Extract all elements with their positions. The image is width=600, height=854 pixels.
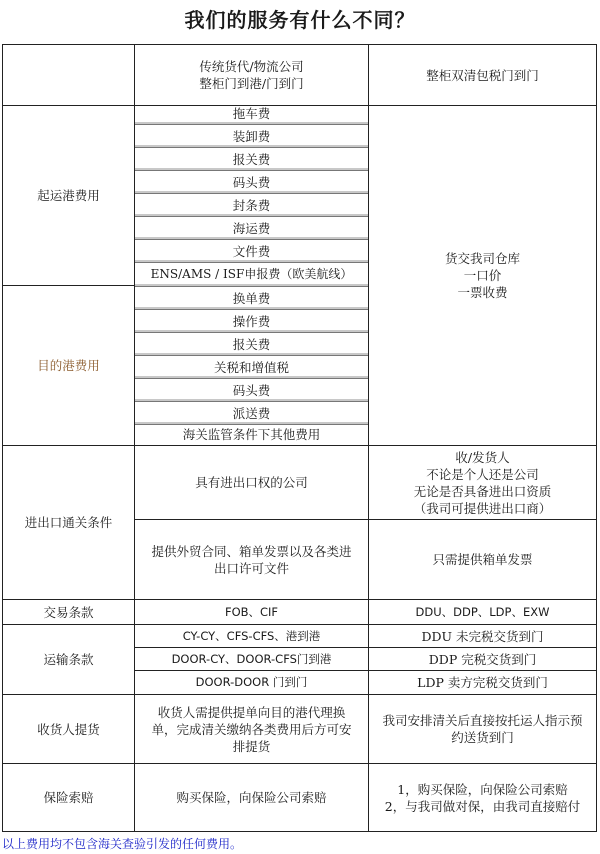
transport-ours-row: LDP 卖方完税交货到门	[417, 675, 548, 690]
transport-traditional-row: DOOR-DOOR 门到门	[195, 675, 308, 689]
pickup-ours: 我司安排清关后直接按托运人指示预 约送货到门	[382, 713, 583, 745]
insurance-traditional: 购买保险，向保险公司索赔	[176, 790, 327, 805]
customs-ours-2: 只需提供箱单发票	[432, 552, 533, 567]
destination-fee-item: 海关监管条件下其他费用	[182, 427, 321, 442]
table-right-border	[596, 44, 597, 832]
transport-label: 运输条款	[43, 652, 94, 667]
transport-traditional-row: DOOR-CY、DOOR-CFS门到港	[171, 651, 332, 666]
origin-fee-item: 装卸费	[232, 129, 271, 144]
customs-traditional-2: 提供外贸合同、箱单发票以及各类进 出口许可文件	[151, 543, 352, 576]
origin-fee-item: 文件费	[232, 244, 271, 259]
origin-fee-item: 拖车费	[232, 106, 271, 121]
customs-label: 进出口通关条件	[24, 515, 113, 530]
customs-traditional-1: 具有进出口权的公司	[195, 475, 308, 490]
pickup-traditional: 收货人需提供提单向目的港代理换 单，完成清关缴纳各类费用后方可安 排提货	[151, 704, 352, 754]
destination-fee-item: 码头费	[232, 383, 271, 398]
origin-fee-item: 海运费	[232, 221, 271, 236]
destination-fee-item: 报关费	[232, 337, 271, 352]
insurance-ours: 1，购买保险，向保险公司索赔 2，与我司做对保，由我司直接赔付	[384, 781, 581, 814]
page-title: 我们的服务有什么不同？	[184, 8, 416, 32]
header-ours: 整柜双清包税门到门	[426, 67, 539, 83]
destination-fees-label: 目的港费用	[37, 358, 100, 373]
insurance-label: 保险索赔	[43, 790, 94, 805]
origin-fee-item: 报关费	[232, 152, 271, 167]
table-bottom-border	[2, 831, 597, 832]
destination-fee-item: 关税和增值税	[213, 360, 289, 375]
trade-terms-traditional: FOB、CIF	[224, 604, 279, 619]
destination-fee-item: 换单费	[232, 291, 271, 306]
transport-ours-row: DDU 未完税交货到门	[421, 628, 544, 644]
trade-terms-ours: DDU、DDP、LDP、EXW	[415, 604, 550, 619]
destination-fee-item: 派送费	[232, 406, 271, 421]
pickup-label: 收货人提货	[37, 721, 100, 737]
origin-fee-item: 码头费	[232, 175, 271, 190]
origin-fee-item: ENS/AMS / ISF申报费（欧美航线）	[150, 267, 353, 281]
footnote: 以上费用均不包含海关查验引发的任何费用。	[2, 837, 243, 851]
transport-ours-row: DDP 完税交货到门	[428, 651, 537, 667]
header-traditional	[135, 45, 368, 105]
header-traditional-line-1: 传统货代/物流公司	[199, 59, 304, 74]
header-traditional-line-2: 整柜门到港/门到门	[199, 76, 304, 91]
ours-fees-merged: 货交我司仓库 一口价 一票收费	[444, 251, 520, 300]
comparison-table	[2, 44, 597, 832]
origin-fee-item: 封条费	[232, 198, 271, 213]
origin-fees-label: 起运港费用	[37, 188, 100, 203]
transport-traditional-row: CY-CY、CFS-CFS、港到港	[182, 628, 321, 643]
destination-fee-item: 操作费	[232, 314, 271, 329]
customs-ours-1: 收/发货人 不论是个人还是公司 无论是否具备进出口资质 （我司可提供进出口商）	[413, 449, 552, 516]
trade-terms-label: 交易条款	[43, 604, 94, 620]
